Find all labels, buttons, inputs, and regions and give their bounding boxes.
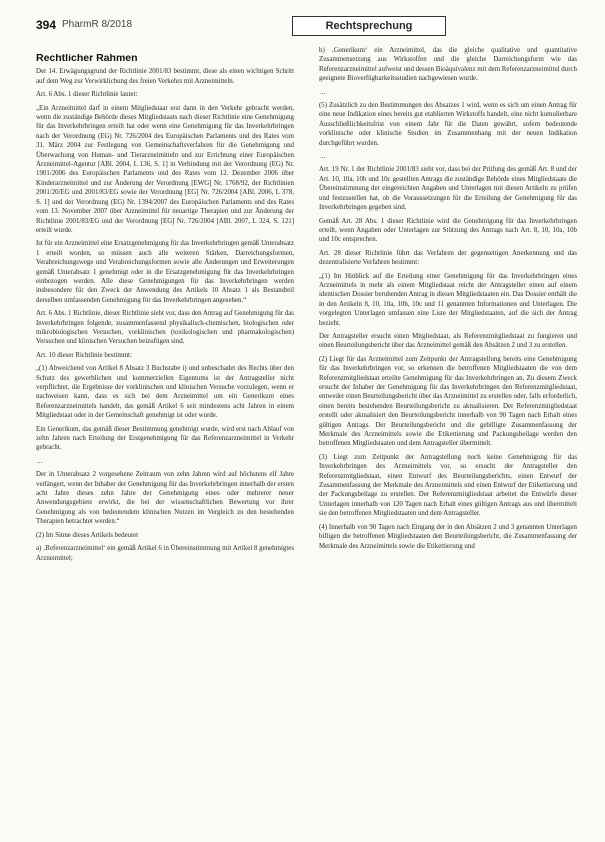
paragraph: b) ‚Generikum‘ ein Arzneimittel, das die gleiche qualitative und quantitative Zusammensetzung aus Wirkstoffen und die gleiche Darreichungsform wie das Referenzarzneimittel aufweist und dessen Bioäquivalenz mit dem Referenzarzneimittel durch geeignete Bioverfügbarkeitsstudien nachgewiesen wurde. xyxy=(319,47,577,83)
page-header xyxy=(36,16,576,38)
page-number: 394 xyxy=(36,18,57,32)
paragraph: „Ein Arzneimittel darf in einem Mitgliedstaat erst dann in den Verkehr gebracht werden, wenn die zuständige Behörde dieses Mitgliedstaats nach dieser Richtlinie eine Genehmigung für das Inverkehrbringen erteilt hat oder wenn eine Genehmigung für das Inverkehrbringen nach der Verordnung (EG) Nr. 726/2004 des Europäischen Parlaments und des Rates vom 31. März 2004 zur Festlegung von Gemeinschaftsverfahren für die Genehmigung und Überwachung von Human- und Tierarzneimitteln und zur Errichtung einer Europäischen Arzneimittel-Agentur [ABl. 2004, L 136, S. 1] in Verbindung mit der Verordnung (EG) Nr. 1901/2006 des Europäischen Parlaments und des Rates vom 12. Dezember 2006 über Kinderarzneimittel und zur Änderung der Verordnung [EWG] Nr. 1768/92, der Richtlinien 2001/20/EG und 2001/83/EG sowie der Verordnung [EG] Nr. 726/2004 [ABl. 2006, L 378, S. 1] und der Verordnung (EG) Nr. 1394/2007 des Europäischen Parlaments und des Rates vom 13. November 2007 über Arzneimittel für neuartige Therapien und zur Änderung der Richtlinie 2001/83/EG und der Verordnung [EG] Nr. 726/2004 [ABl. 2007, L 324, S. 121] erteilt wurde. xyxy=(36,104,294,234)
ellipsis: … xyxy=(36,457,43,465)
paragraph: Art. 6 Abs. 1 Richtlinie, dieser Richtlinie sieht vor, dass den Antrag auf Genehmigung für das Inverkehrbringen folgende, zusammenfassend physikalisch-chemischen, biologischen oder mikrobiologischen Versuchen, vorklinischen (toxikologischen und pharmakologischen) Versuchen und klinischen Versuchen beizufügen sind. xyxy=(36,310,294,346)
paragraph: (3) Liegt zum Zeitpunkt der Antragstellung noch keine Genehmigung für das Inverkehrbringen des Arzneimittels vor, so ersucht der Antragsteller den Referenzmitgliedstaat, einen Entwurf des Beurteilungsberichts, einen Entwurf der Zusammenfassung der Merkmale des Arzneimittels und einen Entwurf der Etikettierung und der Packungsbeilage zu erstellen. Der Referenzmitgliedstaat arbeitet die Entwürfe dieser Unterlagen innerhalb von 120 Tagen nach Erhalt eines gültigen Antrags aus und übermittelt sie den betroffenen Mitgliedstaaten und dem Antragsteller. xyxy=(319,453,577,518)
paragraph: Art. 28 dieser Richtlinie führt das Verfahren der gegenseitigen Anerkennung und das dezentralisierte Verfahren bestimmt: xyxy=(319,249,577,267)
paragraph: Art. 19 Nr. 1 der Richtlinie 2001/83 sieht vor, dass bei der Prüfung des gemäß Art. 8 und der Art. 10, 10a, 10b und 10c gestellten Antrags die zuständige Behörde eines Mitgliedstaats die Übereinstimmung der eingereichten Angaben und Unterlagen mit diesen Artikeln zu prüfen und festzustellen hat, ob die Voraussetzungen für die Erteilung der Genehmigung für das Inverkehrbringen gegeben sind. xyxy=(319,166,577,212)
left-column xyxy=(36,54,294,836)
paragraph: Gemäß Art. 28 Abs. 1 dieser Richtlinie wird die Genehmigung für das Inverkehrbringen erteilt, wenn Angaben oder Unterlagen zur Stützung des Antrags nach Art. 8, 10, 10a, 10b und 10c entsprechen. xyxy=(319,217,577,244)
right-column xyxy=(319,46,577,836)
paragraph: (2) Im Sinne dieses Artikels bedeutet xyxy=(36,531,138,539)
paragraph: Der in Unterabsatz 2 vorgesehene Zeitraum von zehn Jahren wird auf höchstens elf Jahre verlängert, wenn der Inhaber der Genehmigung für das Inverkehrbringen innerhalb der ersten acht Jahre dieses zehn Jahre der Genehmigung eines oder mehrerer neuer Anwendungsgebiete erwirkt, die bei der wissenschaftlichen Bewertung vor ihrer Genehmigung als von bedeutendem klinischen Nutzen im Vergleich zu den bestehenden Therapien betrachtet werden.“ xyxy=(36,471,294,526)
journal-citation: PharmR 8/2018 xyxy=(62,19,133,30)
paragraph: Der Antragsteller ersucht einen Mitgliedstaat, als Referenzmitgliedstaat zu fungieren und einen Beurteilungsbericht über das Arzneimittel gemäß den Absätzen 2 und 3 zu erstellen. xyxy=(319,332,577,350)
paragraph: (4) Innerhalb von 90 Tagen nach Eingang der in den Absätzen 2 und 3 genannten Unterlagen billigen die betroffenen Mitgliedstaaten den Beurteilungsbericht, die Zusammenfassung der Merkmale des Arzneimittels sowie die Etikettierung und xyxy=(319,523,577,550)
paragraph: „(1) Abweichend von Artikel 8 Absatz 3 Buchstabe i) und unbeschadet des Rechts über den Schutz des gewerblichen und kommerziellen Eigentums ist der Antragsteller nicht verpflichtet, die Ergebnisse der vorklinischen und klinischen Versuche vorzulegen, wenn er nachweisen kann, dass es sich bei dem Arzneimittel um ein Generikum eines Referenzarzneimittels handelt, das gemäß Artikel 6 seit mindestens acht Jahren in einem Mitgliedstaat oder in der Gemeinschaft genehmigt ist oder wurde. xyxy=(36,365,294,420)
section-label: Rechtsprechung xyxy=(292,16,446,36)
paragraph: (5) Zusätzlich zu den Bestimmungen des Absatzes 1 wird, wenn es sich um einen Antrag für eine neue Indikation eines bereits gut etablierten Wirkstoffs handelt, eine nicht kumulierbare Ausschließlichkeitsfrist von einem Jahr für die Daten gewährt, sofern bedeutende vorklinische oder klinische Studien im Zusammenhang mit der neuen Indikation durchgeführt wurden. xyxy=(319,102,577,147)
paragraph: Art. 10 dieser Richtlinie bestimmt: xyxy=(36,351,132,359)
section-heading: Rechtlicher Rahmen xyxy=(36,54,138,64)
paragraph: (2) Liegt für das Arzneimittel zum Zeitpunkt der Antragstellung bereits eine Genehmigung für das Inverkehrbringen vor, so erkennen die betroffenen Mitgliedstaaten die von dem Referenzmitgliedstaat erteilte Genehmigung für das Inverkehrbringen an. Zu diesem Zweck ersucht der Inhaber der Genehmigung für das Inverkehrbringen den Referenzmitgliedstaat, entweder einen Beurteilungsbericht über das Arzneimittel zu erstellen oder, falls erforderlich, einen bereits bestehenden Beurteilungsbericht zu aktualisieren. Der Referenzmitgliedstaat erstellt oder aktualisiert den Beurteilungsbericht innerhalb von 90 Tagen nach Erhalt eines gültigen Antrags. Der Beurteilungsbericht und die gebilligte Zusammenfassung der Merkmale des Arzneimittels sowie die Etikettierung und Packungsbeilage werden den betroffenen Mitgliedstaaten und dem Antragsteller übermittelt. xyxy=(319,355,577,448)
ellipsis: … xyxy=(319,153,326,161)
paragraph: a) ‚Referenzarzneimittel‘ ein gemäß Artikel 6 in Übereinstimmung mit Artikel 8 genehmigtes Arzneimittel; xyxy=(36,545,294,562)
paragraph: Art. 6 Abs. 1 dieser Richtlinie lautet: xyxy=(36,91,138,99)
ellipsis: … xyxy=(319,88,326,96)
paragraph: Ist für ein Arzneimittel eine Ersatzgenehmigung für das Inverkehrbringen gemäß Unterabsatz 1 erteilt worden, so müssen auch alle weiteren Stärken, Darreichungsformen, Verabreichungswege und Verabreichungsformen sowie alle Änderungen und Erweiterungen gemäß Unterabsatz 1 genehmigt oder in die Ersatzgenehmigung für das Inverkehrbringen einbezogen werden. Alle diese Genehmigungen für das Inverkehrbringen werden insbesondere für den Zweck der Anwendung des Artikels 10 Absatz 1 als Bestandteil derselben umfassenden Genehmigung für das Inverkehrbringen angesehen.“ xyxy=(36,240,294,304)
paragraph: „(1) Im Hinblick auf die Erteilung einer Genehmigung für das Inverkehrbringen eines Arzneimittels in mehr als einem Mitgliedstaat reicht der Antragsteller einen auf einem identischen Dossier beruhenden Antrag in diesen Mitgliedstaaten ein. Das Dossier enthält die in den Artikeln 8, 10, 10a, 10b, 10c und 11 genannten Informationen und Unterlagen. Die vorgelegten Unterlagen umfassen eine Liste der Mitgliedstaaten, auf die sich der Antrag bezieht. xyxy=(319,272,577,327)
paragraph: Ein Generikum, das gemäß dieser Bestimmung genehmigt wurde, wird erst nach Ablauf von zehn Jahren nach Erteilung der Erstgenehmigung für das Referenzarzneimittel in Verkehr gebracht. xyxy=(36,425,294,452)
paragraph: Der 14. Erwägungsgrund der Richtlinie 2001/83 bestimmt, diese als einen wichtigen Schritt auf dem Weg zur Verwirklichung des freien Verkehrs mit Arzneimitteln. xyxy=(36,68,294,85)
